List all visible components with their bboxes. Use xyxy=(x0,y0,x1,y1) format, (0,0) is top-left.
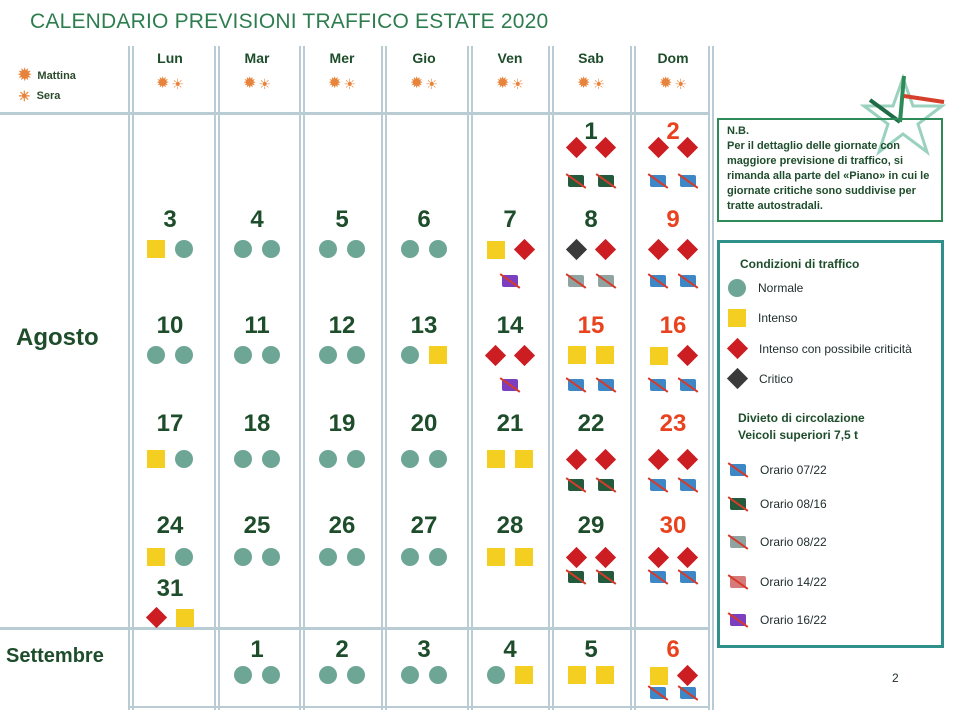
header-divider xyxy=(0,112,710,115)
day-number: 6 xyxy=(417,206,431,233)
possible-critical-icon xyxy=(727,338,748,359)
truck-ban-icon xyxy=(596,272,616,290)
intense-traffic-icon xyxy=(487,241,505,259)
truck-ban-icon xyxy=(678,272,698,290)
normal-traffic-icon xyxy=(262,548,280,566)
traffic-icons xyxy=(635,666,711,685)
intense-traffic-icon xyxy=(650,667,668,685)
normal-traffic-icon xyxy=(234,548,252,566)
weekday-header: Dom xyxy=(657,50,689,66)
evening-legend-label: Sera xyxy=(36,90,61,102)
note-text: Per il dettaglio delle giornate con maggiore previsione di traffico, si rimanda alla parte del «Piano» in cui le giornate critiche sono suddivise per tratte autostradali. xyxy=(727,140,930,212)
normal-traffic-icon xyxy=(429,666,447,684)
normal-traffic-icon xyxy=(429,450,447,468)
normal-traffic-icon xyxy=(175,346,193,364)
sun-pair xyxy=(130,76,210,92)
traffic-icons xyxy=(132,450,208,468)
note-heading: N.B. xyxy=(727,125,749,137)
truck-ban-icon xyxy=(500,376,520,394)
traffic-icons xyxy=(635,450,711,469)
truck-ban-icon xyxy=(648,272,668,290)
day-number: 8 xyxy=(584,206,598,233)
normal-traffic-icon xyxy=(347,240,365,258)
sunset-icon: ☀ xyxy=(258,76,271,92)
day-number: 6 xyxy=(666,636,680,663)
ban-icons xyxy=(553,272,629,290)
possible-critical-icon xyxy=(648,449,669,470)
legend-condition-row xyxy=(728,279,803,297)
column-divider xyxy=(712,46,714,710)
ban-icons xyxy=(635,684,711,702)
ban-icons xyxy=(472,272,548,290)
sun-pair xyxy=(302,76,382,92)
day-number: 31 xyxy=(156,575,184,602)
note-box xyxy=(717,118,943,222)
evening-legend xyxy=(18,88,60,104)
weekday-header: Mar xyxy=(244,50,270,66)
month-label-august: Agosto xyxy=(16,324,99,351)
possible-critical-icon xyxy=(595,547,616,568)
legend-ban-row xyxy=(728,533,827,551)
normal-traffic-icon xyxy=(429,240,447,258)
day-number: 23 xyxy=(659,410,687,437)
day-number: 19 xyxy=(328,410,356,437)
column-divider xyxy=(299,46,301,710)
day-number: 27 xyxy=(410,512,438,539)
legend-ban-row xyxy=(728,461,827,479)
sunset-icon: ☀ xyxy=(674,76,687,92)
traffic-icons xyxy=(553,548,629,567)
ban-icons xyxy=(553,172,629,190)
column-divider xyxy=(548,46,550,710)
truck-ban-icon xyxy=(678,476,698,494)
sunset-icon: ☀ xyxy=(592,76,605,92)
day-number: 29 xyxy=(577,512,605,539)
ban-icons xyxy=(635,568,711,586)
sun-icon: ✹ xyxy=(659,75,673,92)
possible-critical-icon xyxy=(145,607,166,628)
truck-ban-icon xyxy=(728,461,748,479)
truck-ban-icon xyxy=(648,376,668,394)
sun-icon: ✹ xyxy=(577,75,591,92)
weekday-header: Mer xyxy=(329,50,355,66)
legend-condition-label: Intenso xyxy=(758,311,798,325)
normal-traffic-icon xyxy=(262,346,280,364)
traffic-icons xyxy=(553,346,629,364)
column-divider xyxy=(303,46,305,710)
traffic-icons xyxy=(635,240,711,259)
legend-ban-label: Orario 16/22 xyxy=(760,613,827,627)
legend-ban-row xyxy=(728,573,827,591)
column-divider xyxy=(385,46,387,710)
truck-ban-icon xyxy=(500,272,520,290)
ban-icons xyxy=(635,172,711,190)
possible-critical-icon xyxy=(648,137,669,158)
normal-traffic-icon xyxy=(319,548,337,566)
normal-traffic-icon xyxy=(147,346,165,364)
normal-traffic-icon xyxy=(234,666,252,684)
normal-traffic-icon xyxy=(175,450,193,468)
truck-ban-icon xyxy=(728,573,748,591)
legend-condition-label: Critico xyxy=(759,371,794,386)
column-divider xyxy=(214,46,216,710)
truck-ban-icon xyxy=(596,376,616,394)
intense-traffic-icon xyxy=(487,548,505,566)
normal-traffic-icon xyxy=(347,450,365,468)
traffic-icons xyxy=(472,666,548,684)
possible-critical-icon xyxy=(676,345,697,366)
sunset-icon: ☀ xyxy=(18,88,31,104)
sun-icon: ✹ xyxy=(243,75,257,92)
legend-condition-row xyxy=(728,339,912,358)
traffic-icons xyxy=(386,666,462,684)
traffic-icons xyxy=(472,346,548,365)
day-number: 1 xyxy=(584,118,598,145)
ban-title-2: Veicoli superiori 7,5 t xyxy=(738,428,859,442)
page-title: CALENDARIO PREVISIONI TRAFFICO ESTATE 2020 xyxy=(30,10,549,33)
intense-traffic-icon xyxy=(515,666,533,684)
traffic-icons xyxy=(304,346,380,364)
day-number: 30 xyxy=(659,512,687,539)
bottom-divider xyxy=(128,706,710,708)
truck-ban-icon xyxy=(566,476,586,494)
normal-traffic-icon xyxy=(347,548,365,566)
possible-critical-icon xyxy=(566,137,587,158)
weekday-header: Lun xyxy=(157,50,183,66)
normal-traffic-icon xyxy=(319,450,337,468)
traffic-icons xyxy=(304,548,380,566)
intense-traffic-icon xyxy=(515,548,533,566)
day-number: 15 xyxy=(577,312,605,339)
day-number: 3 xyxy=(163,206,177,233)
possible-critical-icon xyxy=(677,449,698,470)
truck-ban-icon xyxy=(678,568,698,586)
traffic-icons xyxy=(132,346,208,364)
truck-ban-icon xyxy=(678,376,698,394)
normal-traffic-icon xyxy=(262,240,280,258)
truck-ban-icon xyxy=(678,172,698,190)
ban-icons xyxy=(553,476,629,494)
morning-legend xyxy=(18,68,76,84)
traffic-icons xyxy=(386,548,462,566)
traffic-icons xyxy=(132,240,208,258)
traffic-icons xyxy=(304,666,380,684)
traffic-icons xyxy=(386,346,462,364)
sunset-icon: ☀ xyxy=(511,76,524,92)
critical-icon xyxy=(727,368,748,389)
legend-condition-row xyxy=(728,309,797,327)
weekday-header: Gio xyxy=(412,50,436,66)
traffic-icons xyxy=(635,548,711,567)
day-number: 20 xyxy=(410,410,438,437)
truck-ban-icon xyxy=(596,476,616,494)
normal-traffic-icon xyxy=(319,240,337,258)
traffic-icons xyxy=(132,548,208,566)
column-divider xyxy=(218,46,220,710)
traffic-icons xyxy=(472,548,548,566)
normal-traffic-icon xyxy=(234,240,252,258)
normal-traffic-icon xyxy=(347,666,365,684)
column-divider xyxy=(630,46,632,710)
sun-pair xyxy=(633,76,713,92)
truck-ban-icon xyxy=(566,272,586,290)
traffic-icons xyxy=(132,608,208,627)
possible-critical-icon xyxy=(514,345,535,366)
intense-traffic-icon xyxy=(487,450,505,468)
traffic-icons xyxy=(553,666,629,684)
possible-critical-icon xyxy=(676,665,697,686)
day-number: 16 xyxy=(659,312,687,339)
traffic-icons xyxy=(553,138,629,157)
sun-icon: ✹ xyxy=(496,75,510,92)
page-number: 2 xyxy=(892,671,899,685)
normal-traffic-icon xyxy=(487,666,505,684)
normal-traffic-icon xyxy=(319,666,337,684)
traffic-icons xyxy=(219,346,295,364)
legend-ban-label: Orario 08/22 xyxy=(760,535,827,549)
normal-traffic-icon xyxy=(401,450,419,468)
sun-pair xyxy=(384,76,464,92)
traffic-icons xyxy=(635,138,711,157)
traffic-icons xyxy=(219,240,295,258)
critical-icon xyxy=(566,239,587,260)
truck-ban-icon xyxy=(678,684,698,702)
day-number: 13 xyxy=(410,312,438,339)
truck-ban-icon xyxy=(648,172,668,190)
possible-critical-icon xyxy=(595,239,616,260)
legend-condition-row xyxy=(728,369,793,388)
column-divider xyxy=(381,46,383,710)
day-number: 5 xyxy=(335,206,349,233)
possible-critical-icon xyxy=(677,137,698,158)
normal-traffic-icon xyxy=(234,346,252,364)
month-divider xyxy=(0,627,710,630)
possible-critical-icon xyxy=(677,239,698,260)
traffic-icons xyxy=(219,666,295,684)
month-label-september: Settembre xyxy=(6,645,104,667)
normal-traffic-icon xyxy=(401,240,419,258)
intense-traffic-icon xyxy=(568,346,586,364)
sun-icon: ✹ xyxy=(18,67,32,84)
truck-ban-icon xyxy=(596,172,616,190)
sun-pair xyxy=(217,76,297,92)
day-number: 26 xyxy=(328,512,356,539)
legend-ban-label: Orario 14/22 xyxy=(760,575,827,589)
legend-condition-label: Normale xyxy=(758,281,804,295)
intense-traffic-icon xyxy=(596,346,614,364)
truck-ban-icon xyxy=(566,376,586,394)
normal-traffic-icon xyxy=(347,346,365,364)
sun-pair xyxy=(470,76,550,92)
day-number: 12 xyxy=(328,312,356,339)
legend-ban-row xyxy=(728,495,827,513)
day-number: 24 xyxy=(156,512,184,539)
traffic-icons xyxy=(635,346,711,365)
possible-critical-icon xyxy=(648,239,669,260)
day-number: 4 xyxy=(503,636,517,663)
ban-icons xyxy=(553,568,629,586)
intense-traffic-icon xyxy=(147,548,165,566)
morning-legend-label: Mattina xyxy=(37,70,76,82)
possible-critical-icon xyxy=(595,449,616,470)
traffic-icons xyxy=(553,450,629,469)
normal-traffic-icon xyxy=(234,450,252,468)
traffic-icons xyxy=(472,240,548,259)
ban-icons xyxy=(635,376,711,394)
intense-traffic-icon xyxy=(650,347,668,365)
normal-traffic-icon xyxy=(728,279,746,297)
ban-title-1: Divieto di circolazione xyxy=(738,411,865,425)
day-number: 11 xyxy=(244,312,270,339)
normal-traffic-icon xyxy=(262,450,280,468)
traffic-icons xyxy=(219,548,295,566)
intense-traffic-icon xyxy=(176,609,194,627)
day-number: 10 xyxy=(156,312,184,339)
truck-ban-icon xyxy=(596,568,616,586)
traffic-icons xyxy=(472,450,548,468)
conditions-title: Condizioni di traffico xyxy=(740,257,860,271)
possible-critical-icon xyxy=(513,239,534,260)
possible-critical-icon xyxy=(677,547,698,568)
ban-icons xyxy=(472,376,548,394)
sun-icon: ✹ xyxy=(410,75,424,92)
traffic-icons xyxy=(304,240,380,258)
sun-icon: ✹ xyxy=(156,75,170,92)
traffic-icons xyxy=(304,450,380,468)
day-number: 28 xyxy=(496,512,524,539)
legend-ban-row xyxy=(728,611,827,629)
truck-ban-icon xyxy=(728,533,748,551)
intense-traffic-icon xyxy=(596,666,614,684)
weekday-header: Ven xyxy=(497,50,523,66)
day-number: 3 xyxy=(417,636,431,663)
truck-ban-icon xyxy=(648,568,668,586)
day-number: 14 xyxy=(496,312,524,339)
truck-ban-icon xyxy=(728,611,748,629)
intense-traffic-icon xyxy=(568,666,586,684)
ban-icons xyxy=(635,476,711,494)
normal-traffic-icon xyxy=(401,346,419,364)
traffic-icons xyxy=(386,240,462,258)
day-number: 2 xyxy=(666,118,680,145)
day-number: 22 xyxy=(577,410,605,437)
truck-ban-icon xyxy=(648,476,668,494)
intense-traffic-icon xyxy=(147,240,165,258)
legend-box xyxy=(717,240,944,648)
sun-icon: ✹ xyxy=(328,75,342,92)
intense-traffic-icon xyxy=(429,346,447,364)
day-number: 25 xyxy=(243,512,271,539)
day-number: 4 xyxy=(250,206,264,233)
possible-critical-icon xyxy=(485,345,506,366)
sunset-icon: ☀ xyxy=(343,76,356,92)
possible-critical-icon xyxy=(595,137,616,158)
intense-traffic-icon xyxy=(147,450,165,468)
day-number: 17 xyxy=(156,410,184,437)
legend-ban-label: Orario 07/22 xyxy=(760,463,827,477)
truck-ban-icon xyxy=(648,684,668,702)
legend-condition-label: Intenso con possibile criticità xyxy=(759,341,912,356)
day-number: 2 xyxy=(335,636,349,663)
normal-traffic-icon xyxy=(401,548,419,566)
day-number: 5 xyxy=(584,636,598,663)
weekday-header: Sab xyxy=(578,50,604,66)
ban-icons xyxy=(635,272,711,290)
column-divider xyxy=(467,46,469,710)
ban-icons xyxy=(553,376,629,394)
truck-ban-icon xyxy=(566,172,586,190)
sunset-icon: ☀ xyxy=(171,76,184,92)
normal-traffic-icon xyxy=(262,666,280,684)
normal-traffic-icon xyxy=(429,548,447,566)
traffic-icons xyxy=(553,240,629,259)
day-number: 1 xyxy=(250,636,264,663)
intense-traffic-icon xyxy=(728,309,746,327)
possible-critical-icon xyxy=(566,449,587,470)
column-divider xyxy=(128,46,130,710)
sunset-icon: ☀ xyxy=(425,76,438,92)
traffic-icons xyxy=(386,450,462,468)
normal-traffic-icon xyxy=(175,240,193,258)
truck-ban-icon xyxy=(566,568,586,586)
normal-traffic-icon xyxy=(319,346,337,364)
possible-critical-icon xyxy=(648,547,669,568)
day-number: 9 xyxy=(666,206,680,233)
day-number: 18 xyxy=(243,410,271,437)
traffic-icons xyxy=(219,450,295,468)
normal-traffic-icon xyxy=(401,666,419,684)
intense-traffic-icon xyxy=(515,450,533,468)
possible-critical-icon xyxy=(566,547,587,568)
day-number: 21 xyxy=(496,410,524,437)
truck-ban-icon xyxy=(728,495,748,513)
sun-pair xyxy=(551,76,631,92)
legend-ban-label: Orario 08/16 xyxy=(760,497,827,511)
day-number: 7 xyxy=(503,206,517,233)
normal-traffic-icon xyxy=(175,548,193,566)
